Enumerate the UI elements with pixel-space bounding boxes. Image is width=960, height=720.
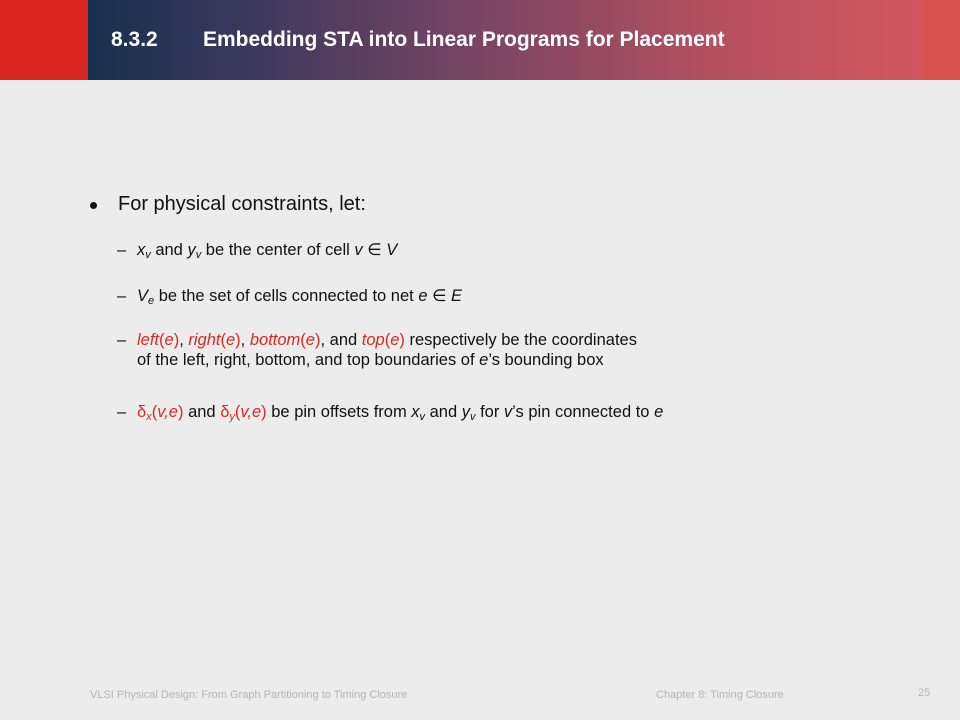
footer-book-title: VLSI Physical Design: From Graph Partitioning to Timing Closure <box>90 689 408 701</box>
dash-icon: – <box>117 241 127 259</box>
slide-title: Embedding STA into Linear Programs for Placement <box>203 28 725 51</box>
page-number: 25 <box>918 687 931 699</box>
section-number: 8.3.2 <box>111 28 158 51</box>
header-right-strip <box>922 0 960 80</box>
bullet-dot-icon <box>90 202 97 209</box>
bullet-text: For physical constraints, let: <box>118 193 366 215</box>
sub-item-4: – $\delta_x(v,e)$ and $\delta_y(v,e)$ be pin offsets from $x_v$ and $y_v$ for v’s pin connected to e <box>117 403 664 423</box>
dash-icon: – <box>117 287 127 305</box>
sub-item-3: – left(e), right(e), bottom(e), and top(e) respectively be the coordinates of the left, right, bottom, and top boundaries of e’s bounding box <box>117 331 637 369</box>
dash-icon: – <box>117 331 127 349</box>
sub-item-2: – $V_e$ be the set of cells connected to net e ∈ E <box>117 287 463 307</box>
slide-header <box>0 0 960 80</box>
sub-item-1: – $x_v$ and $y_v$ be the center of cell v ∈ V <box>117 241 398 261</box>
header-red-block <box>0 0 88 80</box>
dash-icon: – <box>117 403 127 421</box>
footer-chapter: Chapter 8: Timing Closure <box>656 689 784 701</box>
